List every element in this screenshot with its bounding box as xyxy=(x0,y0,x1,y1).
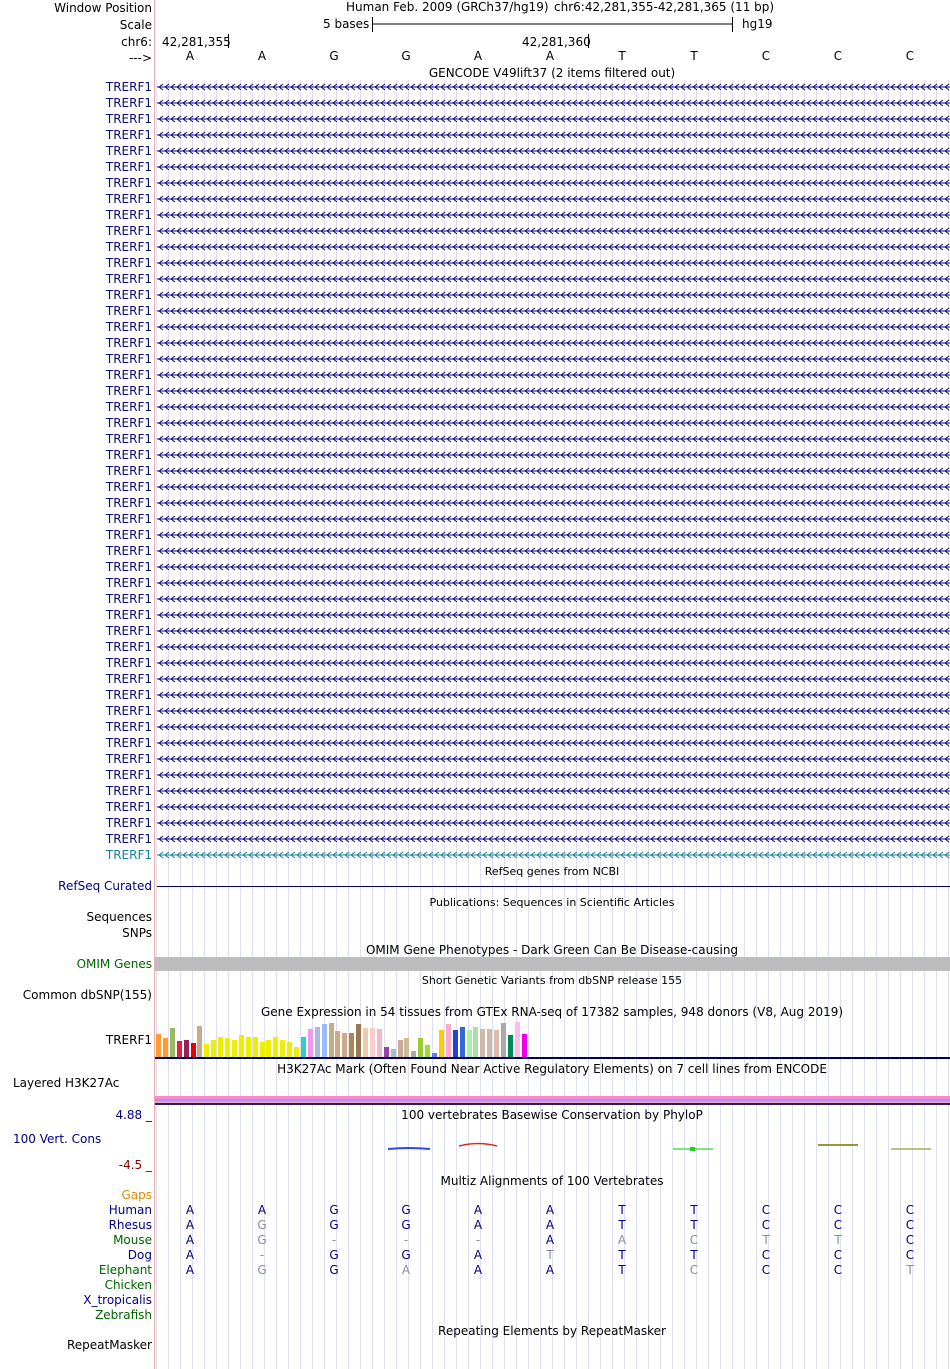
reference-base: C xyxy=(905,49,915,63)
alignment-base: G xyxy=(329,1203,339,1217)
alignment-base: T xyxy=(690,1218,698,1232)
species-label: Zebrafish xyxy=(95,1308,152,1322)
alignment-base: C xyxy=(833,1248,843,1262)
alignment-base: G xyxy=(401,1218,411,1232)
repeatmasker-title: Repeating Elements by RepeatMasker xyxy=(438,1324,666,1338)
alignment-base: C xyxy=(689,1263,699,1277)
gencode-item[interactable] xyxy=(155,657,950,669)
gencode-item[interactable] xyxy=(155,737,950,749)
gtex-gene-label[interactable]: TRERF1 xyxy=(105,1033,152,1047)
gencode-item[interactable] xyxy=(155,625,950,637)
gtex-tissue-bar[interactable] xyxy=(273,1037,278,1057)
alignment-base: A xyxy=(617,1233,627,1247)
gtex-tissue-bar[interactable] xyxy=(266,1040,271,1057)
species-label: Chicken xyxy=(104,1278,152,1292)
gtex-tissue-bar[interactable] xyxy=(301,1037,306,1057)
reference-base: A xyxy=(473,49,483,63)
species-label: Dog xyxy=(127,1248,152,1262)
strand-label: ---> xyxy=(128,51,152,65)
gtex-tissue-bar[interactable] xyxy=(384,1047,389,1057)
alignment-base: T xyxy=(834,1233,842,1247)
gencode-item-label[interactable]: TRERF1 xyxy=(105,400,152,414)
gencode-item[interactable] xyxy=(155,241,950,253)
gtex-tissue-bar[interactable] xyxy=(356,1024,361,1057)
gtex-tissue-bar[interactable] xyxy=(204,1044,209,1057)
gtex-tissue-bar[interactable] xyxy=(391,1049,396,1057)
phylop-label[interactable]: 100 Vert. Cons xyxy=(13,1132,102,1146)
gencode-item-label[interactable]: TRERF1 xyxy=(105,512,152,526)
gencode-item-label[interactable]: TRERF1 xyxy=(105,368,152,382)
gencode-item[interactable] xyxy=(155,529,950,541)
gencode-item[interactable] xyxy=(155,721,950,733)
gencode-item[interactable] xyxy=(155,689,950,701)
gtex-tissue-bar[interactable] xyxy=(294,1047,299,1057)
gencode-item-label[interactable]: TRERF1 xyxy=(105,688,152,702)
gtex-tissue-bar[interactable] xyxy=(335,1031,340,1057)
gencode-item-label[interactable]: TRERF1 xyxy=(105,384,152,398)
gencode-item[interactable] xyxy=(155,193,950,205)
alignment-base: A xyxy=(473,1218,483,1232)
gencode-item[interactable] xyxy=(155,273,950,285)
alignment-base: G xyxy=(401,1248,411,1262)
reference-base: T xyxy=(690,49,698,63)
refseq-label[interactable]: RefSeq Curated xyxy=(58,879,152,893)
alignment-base: - xyxy=(403,1233,409,1247)
gtex-tissue-bar[interactable] xyxy=(246,1037,251,1057)
gencode-item-label[interactable]: TRERF1 xyxy=(105,240,152,254)
gencode-item-label[interactable]: TRERF1 xyxy=(105,128,152,142)
phylop-signal xyxy=(155,1130,950,1160)
alignment-base: T xyxy=(690,1203,698,1217)
gtex-tissue-bar[interactable] xyxy=(329,1023,334,1057)
omim-label[interactable]: OMIM Genes xyxy=(76,957,152,971)
alignment-base: A xyxy=(185,1263,195,1277)
gencode-item[interactable] xyxy=(155,433,950,445)
species-label: X_tropicalis xyxy=(83,1293,152,1307)
gencode-item[interactable] xyxy=(155,465,950,477)
gencode-item-label[interactable]: TRERF1 xyxy=(105,112,152,126)
reference-base: A xyxy=(545,49,555,63)
alignment-base: T xyxy=(618,1248,626,1262)
h3k27ac-title: H3K27Ac Mark (Often Found Near Active Regulatory Elements) on 7 cell lines from ENCODE xyxy=(277,1062,827,1076)
alignment-base: A xyxy=(185,1203,195,1217)
gtex-tissue-bar[interactable] xyxy=(253,1037,258,1057)
alignment-base: C xyxy=(905,1248,915,1262)
alignment-base: A xyxy=(473,1248,483,1262)
gencode-item[interactable] xyxy=(155,481,950,493)
gtex-tissue-bar[interactable] xyxy=(315,1027,320,1057)
gencode-item-label[interactable]: TRERF1 xyxy=(105,160,152,174)
gencode-item-label[interactable]: TRERF1 xyxy=(105,96,152,110)
gencode-item[interactable] xyxy=(155,81,950,93)
gtex-tissue-bar[interactable] xyxy=(287,1042,292,1057)
gtex-tissue-bar[interactable] xyxy=(453,1030,458,1057)
gencode-item-label[interactable]: TRERF1 xyxy=(105,720,152,734)
assembly-title: Human Feb. 2009 (GRCh37/hg19) xyxy=(346,0,549,14)
gencode-item-label[interactable]: TRERF1 xyxy=(105,640,152,654)
gencode-item-label[interactable]: TRERF1 xyxy=(105,544,152,558)
species-label: Mouse xyxy=(113,1233,152,1247)
publications-title: Publications: Sequences in Scientific Articles xyxy=(429,896,675,909)
gencode-item[interactable] xyxy=(155,753,950,765)
gencode-item[interactable] xyxy=(155,817,950,829)
gencode-item-label[interactable]: TRERF1 xyxy=(105,432,152,446)
refseq-title: RefSeq genes from NCBI xyxy=(484,865,620,878)
gencode-item-label[interactable]: TRERF1 xyxy=(105,736,152,750)
gencode-item[interactable] xyxy=(155,321,950,333)
gencode-item-label[interactable]: TRERF1 xyxy=(105,816,152,830)
gtex-tissue-bar[interactable] xyxy=(480,1029,485,1057)
gtex-tissue-bar[interactable] xyxy=(308,1029,313,1057)
gtex-tissue-bar[interactable] xyxy=(460,1027,465,1057)
gtex-tissue-bar[interactable] xyxy=(170,1028,175,1057)
species-label: Rhesus xyxy=(108,1218,152,1232)
gencode-item[interactable] xyxy=(155,353,950,365)
phylop-title: 100 vertebrates Basewise Conservation by PhyloP xyxy=(401,1108,703,1122)
gencode-item[interactable] xyxy=(155,209,950,221)
gencode-item-label[interactable]: TRERF1 xyxy=(105,464,152,478)
alignment-base: C xyxy=(905,1218,915,1232)
gencode-item[interactable] xyxy=(155,161,950,173)
gencode-item-label[interactable]: TRERF1 xyxy=(105,560,152,574)
gencode-item-label[interactable]: TRERF1 xyxy=(105,416,152,430)
alignment-base: A xyxy=(545,1233,555,1247)
gtex-tissue-bar[interactable] xyxy=(370,1028,375,1057)
alignment-base: - xyxy=(331,1233,337,1247)
gencode-item[interactable] xyxy=(155,113,950,125)
alignment-base: C xyxy=(833,1218,843,1232)
gencode-item-label[interactable]: TRERF1 xyxy=(105,144,152,158)
omim-title: OMIM Gene Phenotypes - Dark Green Can Be Disease-causing xyxy=(365,943,739,957)
chrom-label: chr6: xyxy=(121,35,152,49)
alignment-base: - xyxy=(475,1233,481,1247)
track-image-area[interactable] xyxy=(155,0,950,1369)
multiz-gaps-label: Gaps xyxy=(121,1188,152,1202)
alignment-base: G xyxy=(257,1233,267,1247)
gencode-item-label[interactable]: TRERF1 xyxy=(105,784,152,798)
gencode-item[interactable] xyxy=(155,705,950,717)
gencode-item-label[interactable]: TRERF1 xyxy=(105,288,152,302)
gencode-item-label[interactable]: TRERF1 xyxy=(105,272,152,286)
reference-base: C xyxy=(833,49,843,63)
gtex-tissue-bar[interactable] xyxy=(218,1037,223,1057)
alignment-base: C xyxy=(905,1203,915,1217)
gencode-item-label[interactable]: TRERF1 xyxy=(105,656,152,670)
alignment-base: - xyxy=(259,1248,265,1262)
gencode-item[interactable] xyxy=(155,769,950,781)
gtex-tissue-bar[interactable] xyxy=(467,1030,472,1057)
alignment-base: C xyxy=(761,1203,771,1217)
gtex-tissue-bar[interactable] xyxy=(398,1040,403,1057)
gencode-item[interactable] xyxy=(155,849,950,861)
gtex-tissue-bar[interactable] xyxy=(191,1043,196,1057)
gencode-item-label[interactable]: TRERF1 xyxy=(105,848,152,862)
gtex-bar-chart[interactable] xyxy=(155,1020,535,1057)
gtex-baseline xyxy=(155,1057,950,1059)
gencode-item-label[interactable]: TRERF1 xyxy=(105,832,152,846)
refseq-gene-line[interactable] xyxy=(157,886,950,887)
gtex-tissue-bar[interactable] xyxy=(280,1040,285,1057)
omim-gene-bar[interactable] xyxy=(155,957,950,971)
alignment-base: A xyxy=(185,1218,195,1232)
position-readout: chr6:42,281,355-42,281,365 (11 bp) xyxy=(554,0,775,14)
gtex-tissue-bar[interactable] xyxy=(197,1026,202,1057)
gencode-item[interactable] xyxy=(155,417,950,429)
gtex-tissue-bar[interactable] xyxy=(439,1030,444,1057)
species-label: Elephant xyxy=(98,1263,152,1277)
alignment-base: C xyxy=(761,1218,771,1232)
publications-sequences-label[interactable]: Sequences xyxy=(86,910,152,924)
alignment-base: G xyxy=(329,1218,339,1232)
gtex-tissue-bar[interactable] xyxy=(156,1034,161,1057)
gencode-item[interactable] xyxy=(155,129,950,141)
h3k27ac-layer-4 xyxy=(155,1103,950,1105)
gencode-item[interactable] xyxy=(155,577,950,589)
gencode-item-label[interactable]: TRERF1 xyxy=(105,256,152,270)
gencode-item-label[interactable]: TRERF1 xyxy=(105,448,152,462)
alignment-base: T xyxy=(690,1248,698,1262)
gencode-item-label[interactable]: TRERF1 xyxy=(105,192,152,206)
reference-base: T xyxy=(618,49,626,63)
species-label: Human xyxy=(108,1203,152,1217)
gtex-tissue-bar[interactable] xyxy=(239,1035,244,1057)
gtex-tissue-bar[interactable] xyxy=(515,1022,520,1057)
gencode-item-label[interactable]: TRERF1 xyxy=(105,624,152,638)
reference-base: A xyxy=(185,49,195,63)
gencode-item[interactable] xyxy=(155,545,950,557)
alignment-base: A xyxy=(545,1218,555,1232)
gencode-item[interactable] xyxy=(155,497,950,509)
gencode-item-label[interactable]: TRERF1 xyxy=(105,224,152,238)
alignment-base: A xyxy=(185,1233,195,1247)
gtex-tissue-bar[interactable] xyxy=(522,1034,527,1057)
gencode-item[interactable] xyxy=(155,289,950,301)
gencode-item-label[interactable]: TRERF1 xyxy=(105,320,152,334)
gencode-item[interactable] xyxy=(155,673,950,685)
gencode-item[interactable] xyxy=(155,337,950,349)
publications-snps-label[interactable]: SNPs xyxy=(122,926,152,940)
gencode-item[interactable] xyxy=(155,177,950,189)
gencode-item[interactable] xyxy=(155,833,950,845)
reference-base: A xyxy=(257,49,267,63)
gencode-item-label[interactable]: TRERF1 xyxy=(105,480,152,494)
alignment-base: G xyxy=(257,1263,267,1277)
gencode-item[interactable] xyxy=(155,369,950,381)
gtex-tissue-bar[interactable] xyxy=(418,1038,423,1057)
repeatmasker-label[interactable]: RepeatMasker xyxy=(66,1338,152,1352)
alignment-base: C xyxy=(833,1263,843,1277)
alignment-base: T xyxy=(546,1248,554,1262)
gencode-item[interactable] xyxy=(155,225,950,237)
db-label: hg19 xyxy=(742,17,773,31)
alignment-base: A xyxy=(257,1203,267,1217)
gencode-item-label[interactable]: TRERF1 xyxy=(105,704,152,718)
scale-text: 5 bases xyxy=(323,17,370,31)
gencode-item-label[interactable]: TRERF1 xyxy=(105,336,152,350)
gtex-tissue-bar[interactable] xyxy=(211,1040,216,1057)
gencode-item[interactable] xyxy=(155,257,950,269)
position-tick-1: 42,281,355 xyxy=(162,35,231,49)
gtex-tissue-bar[interactable] xyxy=(342,1033,347,1057)
dbsnp-label[interactable]: Common dbSNP(155) xyxy=(22,988,152,1002)
alignment-base: C xyxy=(905,1233,915,1247)
phylop-min-label: -4.5 _ xyxy=(118,1158,152,1172)
alignment-base: T xyxy=(618,1203,626,1217)
reference-base: C xyxy=(761,49,771,63)
gtex-tissue-bar[interactable] xyxy=(322,1024,327,1057)
alignment-base: C xyxy=(689,1233,699,1247)
gencode-item-label[interactable]: TRERF1 xyxy=(105,672,152,686)
gencode-item[interactable] xyxy=(155,97,950,109)
gtex-tissue-bar[interactable] xyxy=(232,1040,237,1057)
alignment-base: T xyxy=(906,1263,914,1277)
alignment-base: C xyxy=(833,1203,843,1217)
gtex-tissue-bar[interactable] xyxy=(473,1027,478,1057)
gtex-tissue-bar[interactable] xyxy=(508,1035,513,1057)
alignment-base: G xyxy=(257,1218,267,1232)
reference-base: G xyxy=(329,49,339,63)
gtex-tissue-bar[interactable] xyxy=(163,1038,168,1057)
alignment-base: C xyxy=(761,1263,771,1277)
alignment-base: A xyxy=(473,1203,483,1217)
gencode-item[interactable] xyxy=(155,305,950,317)
gencode-item[interactable] xyxy=(155,561,950,573)
position-tick-2: 42,281,360 xyxy=(522,35,591,49)
gencode-item-label[interactable]: TRERF1 xyxy=(105,352,152,366)
gtex-tissue-bar[interactable] xyxy=(446,1024,451,1057)
gencode-item[interactable] xyxy=(155,401,950,413)
gtex-tissue-bar[interactable] xyxy=(260,1042,265,1057)
alignment-base: C xyxy=(761,1248,771,1262)
gencode-item[interactable] xyxy=(155,449,950,461)
alignment-base: A xyxy=(473,1263,483,1277)
gencode-item-label[interactable]: TRERF1 xyxy=(105,768,152,782)
gtex-tissue-bar[interactable] xyxy=(177,1041,182,1057)
gencode-item-label[interactable]: TRERF1 xyxy=(105,608,152,622)
scale-label: Scale xyxy=(119,18,152,32)
track-labels-panel xyxy=(0,0,154,1369)
gencode-item[interactable] xyxy=(155,801,950,813)
gtex-tissue-bar[interactable] xyxy=(363,1028,368,1057)
gtex-tissue-bar[interactable] xyxy=(494,1030,499,1057)
alignment-base: T xyxy=(762,1233,770,1247)
alignment-base: G xyxy=(329,1263,339,1277)
alignment-base: T xyxy=(618,1263,626,1277)
alignment-base: A xyxy=(401,1263,411,1277)
gtex-tissue-bar[interactable] xyxy=(225,1038,230,1057)
window-position-label: Window Position xyxy=(54,1,152,15)
gencode-item-label[interactable]: TRERF1 xyxy=(105,496,152,510)
gtex-tissue-bar[interactable] xyxy=(487,1029,492,1057)
gencode-item[interactable] xyxy=(155,513,950,525)
phylop-max-label: 4.88 _ xyxy=(115,1108,152,1122)
gencode-item[interactable] xyxy=(155,145,950,157)
alignment-base: A xyxy=(545,1263,555,1277)
gtex-tissue-bar[interactable] xyxy=(377,1029,382,1057)
alignment-base: A xyxy=(185,1248,195,1262)
gencode-item-label[interactable]: TRERF1 xyxy=(105,752,152,766)
dbsnp-title: Short Genetic Variants from dbSNP release 155 xyxy=(421,974,683,987)
gencode-item-label[interactable]: TRERF1 xyxy=(105,800,152,814)
gencode-item[interactable] xyxy=(155,609,950,621)
gtex-tissue-bar[interactable] xyxy=(501,1023,506,1057)
gencode-item-label[interactable]: TRERF1 xyxy=(105,528,152,542)
gencode-item-label[interactable]: TRERF1 xyxy=(105,176,152,190)
gencode-item[interactable] xyxy=(155,785,950,797)
alignment-base: T xyxy=(618,1218,626,1232)
gencode-item-label[interactable]: TRERF1 xyxy=(105,592,152,606)
alignment-base: G xyxy=(401,1203,411,1217)
reference-base: G xyxy=(401,49,411,63)
gencode-item-label[interactable]: TRERF1 xyxy=(105,304,152,318)
gencode-item-label[interactable]: TRERF1 xyxy=(105,576,152,590)
gtex-tissue-bar[interactable] xyxy=(184,1040,189,1057)
alignment-base: A xyxy=(545,1203,555,1217)
gencode-item-label[interactable]: TRERF1 xyxy=(105,80,152,94)
multiz-title: Multiz Alignments of 100 Vertebrates xyxy=(440,1174,664,1188)
gencode-item-label[interactable]: TRERF1 xyxy=(105,208,152,222)
gencode-item[interactable] xyxy=(155,385,950,397)
gtex-tissue-bar[interactable] xyxy=(404,1038,409,1057)
alignment-base: G xyxy=(329,1248,339,1262)
gtex-title: Gene Expression in 54 tissues from GTEx RNA-seq of 17382 samples, 948 donors (V8, Aug 2019) xyxy=(260,1005,844,1019)
gencode-item[interactable] xyxy=(155,593,950,605)
gencode-item[interactable] xyxy=(155,641,950,653)
h3k27ac-label[interactable]: Layered H3K27Ac xyxy=(13,1076,120,1090)
gencode-title: GENCODE V49lift37 (2 items filtered out) xyxy=(428,66,676,80)
gtex-tissue-bar[interactable] xyxy=(425,1045,430,1057)
gtex-tissue-bar[interactable] xyxy=(349,1033,354,1057)
